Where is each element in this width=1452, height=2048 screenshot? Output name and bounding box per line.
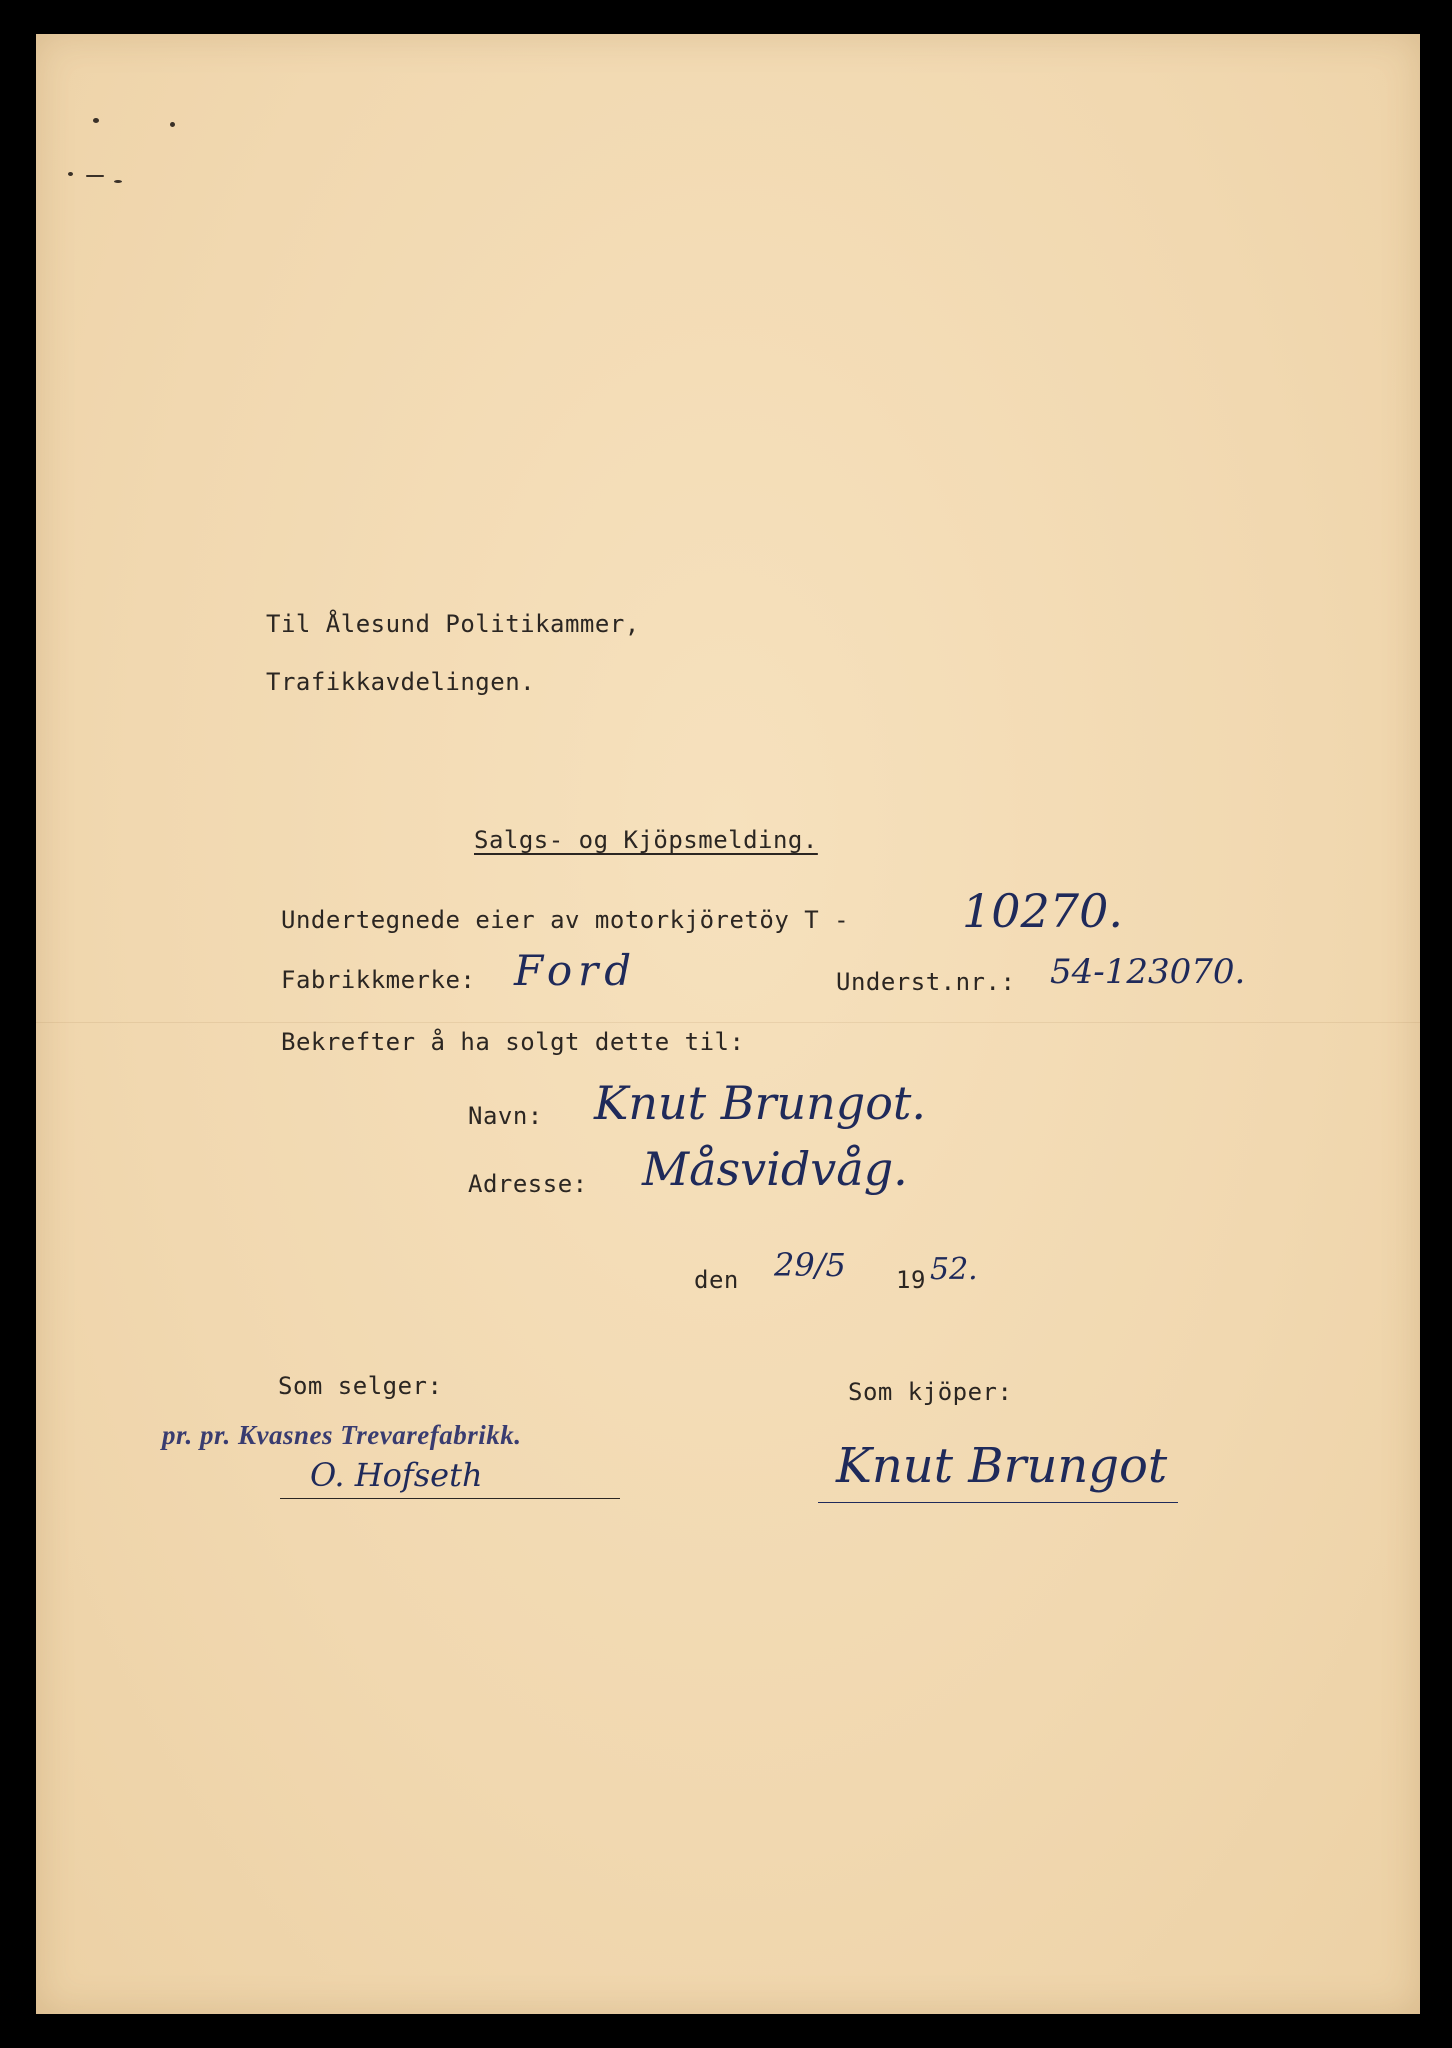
paper-speck (68, 172, 73, 176)
chassis-label: Underst.nr.: (836, 968, 1016, 996)
make-label: Fabrikkmerke: (281, 966, 476, 994)
paper-speck (114, 180, 122, 183)
registration-number-handwritten: 10270. (962, 884, 1123, 938)
recipient-line-1: Til Ålesund Politikammer, (266, 610, 640, 638)
paper-speck (86, 175, 104, 177)
seller-signature: O. Hofseth (310, 1456, 483, 1494)
buyer-address-label: Adresse: (468, 1170, 588, 1198)
paper-fold (36, 1022, 1420, 1023)
owner-line-label: Undertegnede eier av motorkjöretöy T - (281, 906, 850, 934)
paper-speck (170, 122, 175, 127)
buyer-name-handwritten: Knut Brungot. (594, 1076, 927, 1130)
seller-signature-line (280, 1498, 620, 1499)
buyer-signature: Knut Brungot (836, 1438, 1168, 1494)
buyer-signature-line (818, 1502, 1178, 1503)
seller-company-stamp: pr. pr. Kvasnes Trevarefabrikk. (162, 1420, 522, 1450)
seller-label: Som selger: (278, 1372, 443, 1400)
date-value-handwritten: 29/5 (774, 1246, 846, 1284)
chassis-value-handwritten: 54-123070. (1050, 952, 1246, 992)
buyer-name-label: Navn: (468, 1102, 543, 1130)
make-value-handwritten: Ford (514, 946, 638, 995)
date-prefix: den (694, 1266, 739, 1294)
buyer-label: Som kjöper: (848, 1378, 1013, 1406)
document-heading: Salgs- og Kjöpsmelding. (474, 826, 818, 854)
confirm-line: Bekrefter å ha solgt dette til: (281, 1028, 745, 1056)
document-page (36, 34, 1420, 2014)
recipient-line-2: Trafikkavdelingen. (266, 668, 536, 696)
paper-speck (93, 118, 99, 123)
year-suffix-handwritten: 52. (930, 1252, 978, 1287)
buyer-address-handwritten: Måsvidvåg. (642, 1142, 908, 1196)
year-prefix: 19 (896, 1266, 926, 1294)
